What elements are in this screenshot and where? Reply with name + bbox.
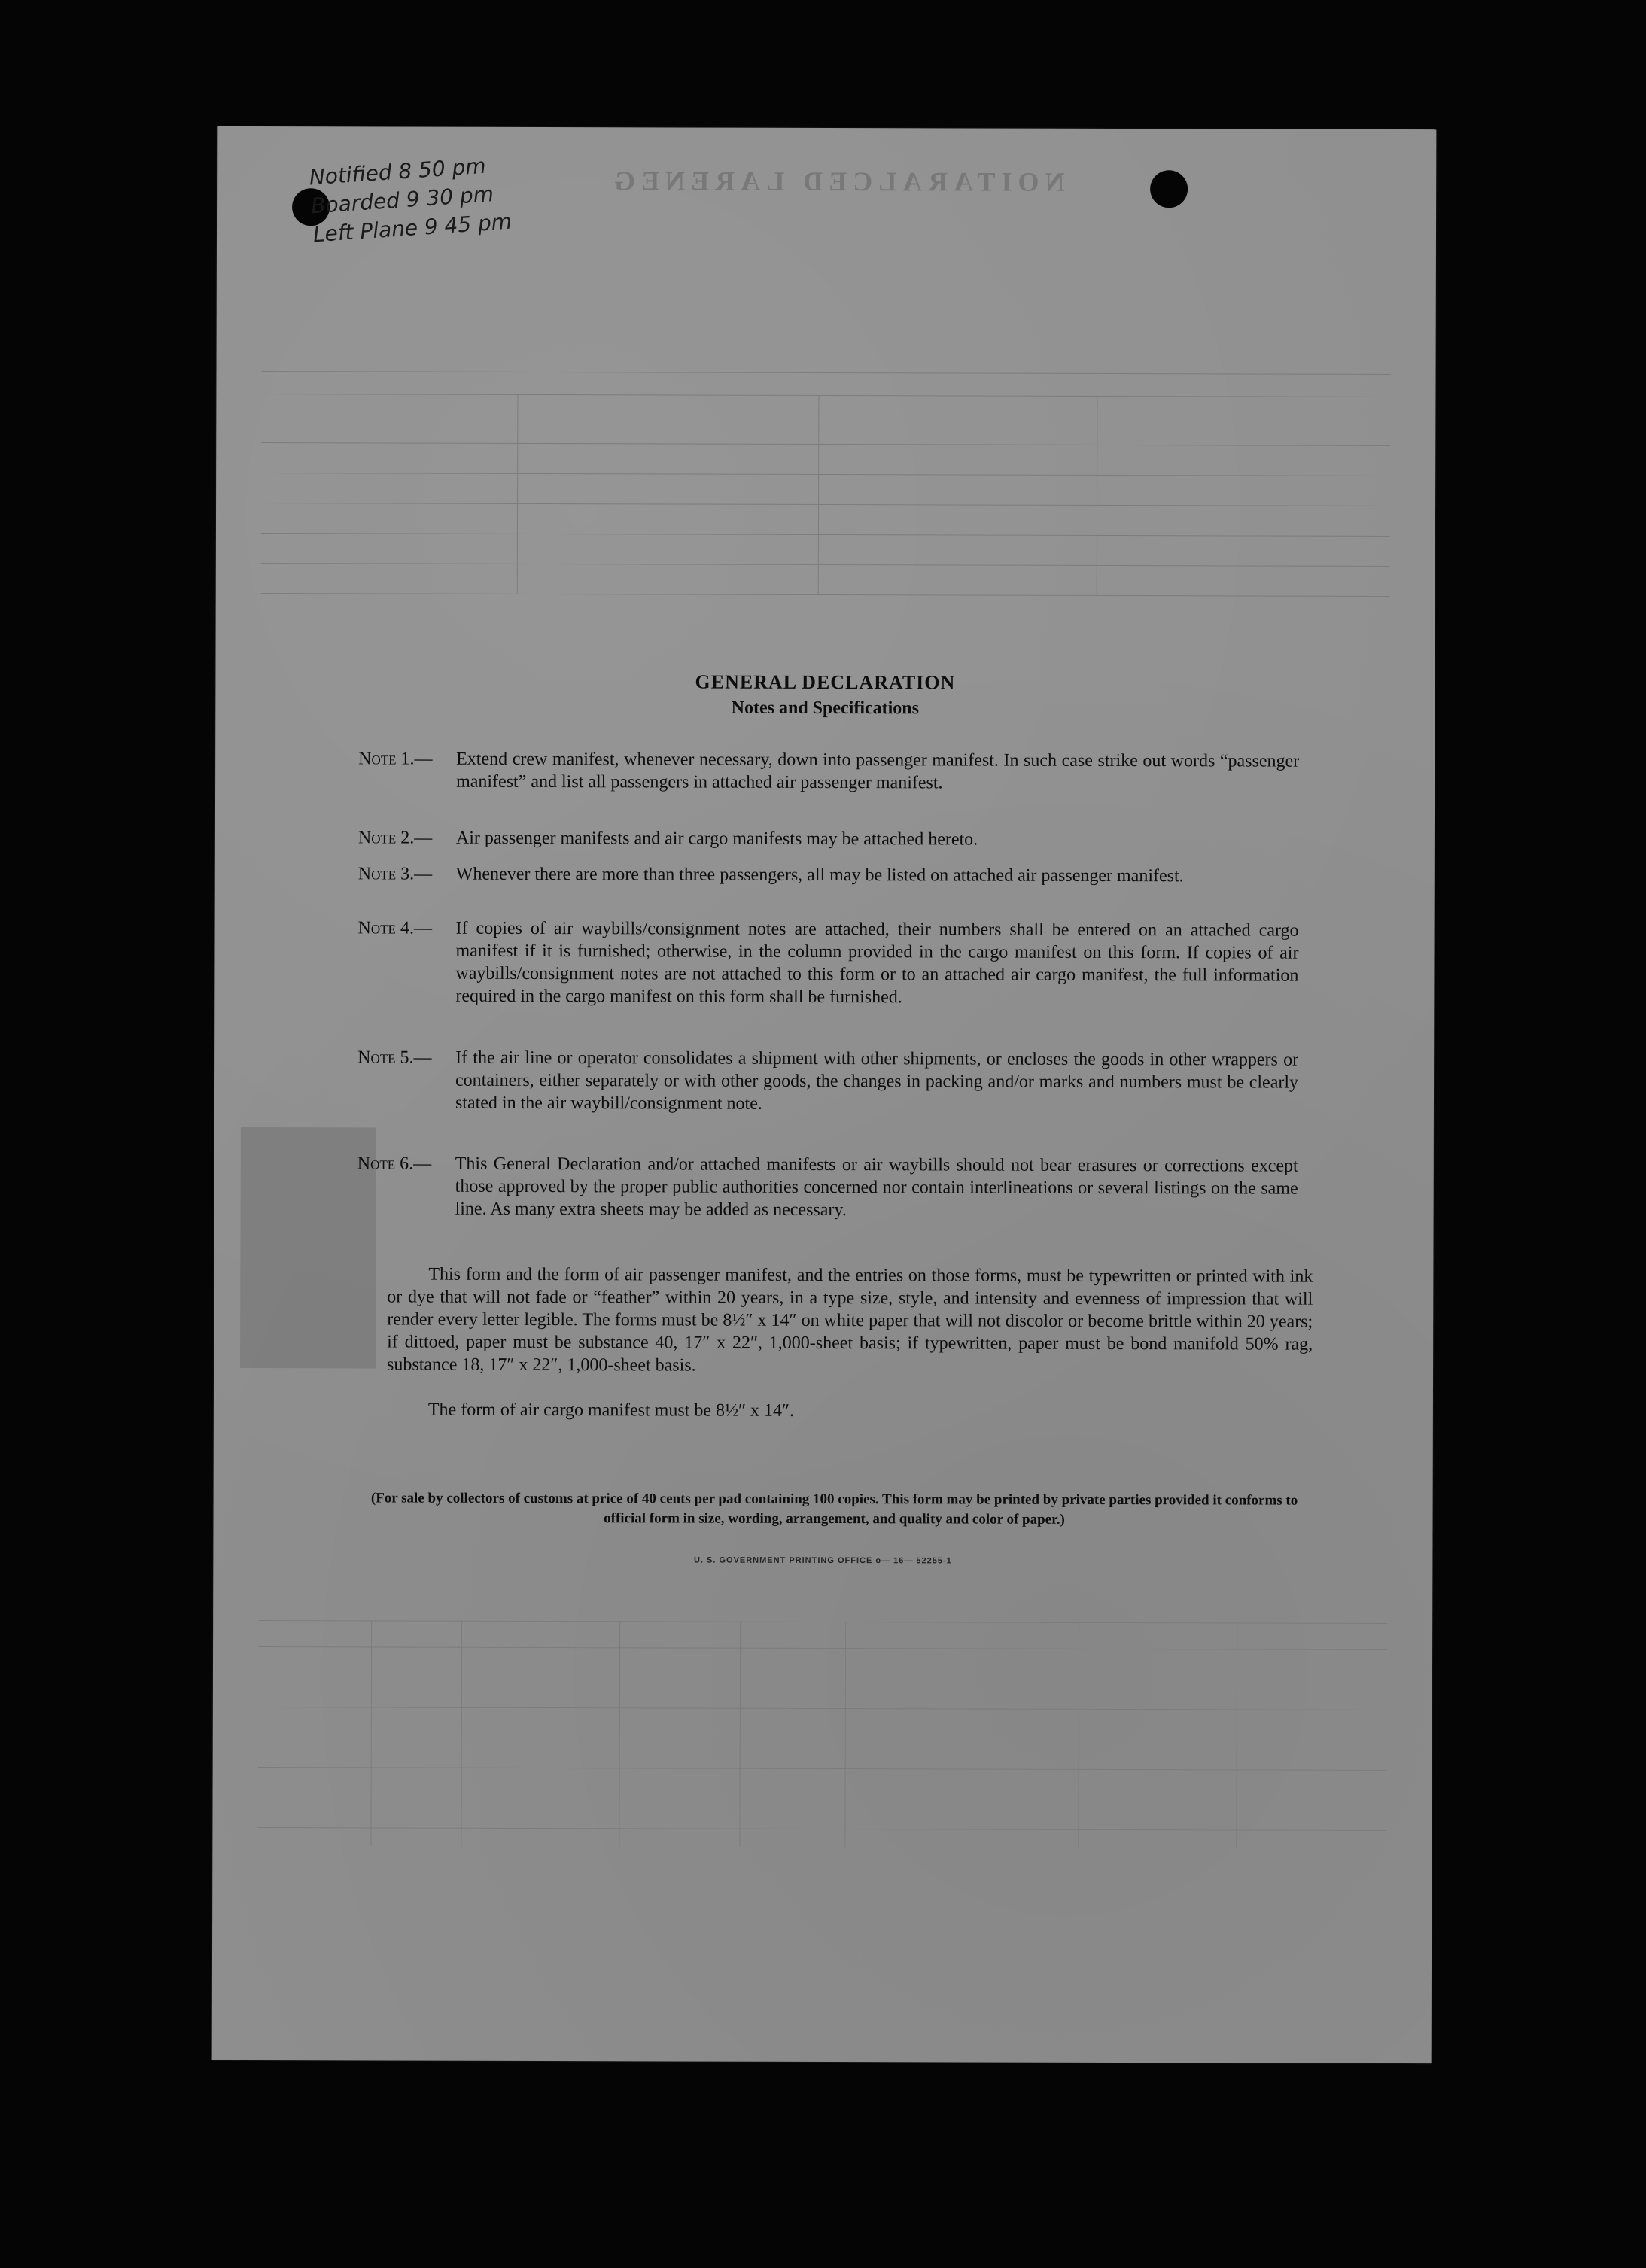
note-1: [358, 747, 1299, 795]
show-through-rule: [258, 1707, 1387, 1710]
show-through-rule: [461, 1621, 462, 1847]
show-through-rule: [844, 1622, 846, 1847]
document-page: [212, 126, 1437, 2063]
show-through-rule: [261, 442, 1390, 446]
handwritten-line-boarded: Boarded 9 30 pm: [310, 181, 494, 219]
note-label: Note 6.—: [357, 1154, 432, 1174]
form-specification-paragraph: [387, 1263, 1313, 1378]
show-through-rule: [370, 1620, 372, 1846]
handwritten-line-left-plane: Left Plane 9 45 pm: [312, 208, 513, 248]
note-text: If the air line or operator consolidates a shipment with other shipments, or encloses the goods in other wrappers or containers, either separately or with other goods, the changes in packing and/or marks and numbers must be clearly stated in the air waybill/consignment note.: [455, 1047, 1299, 1114]
show-through-rule: [261, 563, 1390, 567]
show-through-title: NOITARALCED LARENEG: [608, 166, 1065, 197]
declaration-title: GENERAL DECLARATION: [695, 670, 956, 694]
show-through-rule: [1236, 1622, 1237, 1848]
note-label: Note 3.—: [357, 864, 433, 884]
show-through-rule: [258, 1646, 1387, 1650]
show-through-rule: [739, 1622, 741, 1847]
show-through-rule: [261, 473, 1390, 476]
handwritten-notes: [309, 150, 513, 250]
note-label: Note 5.—: [357, 1047, 432, 1068]
note-text: This General Declaration and/or attached manifests or air waybills should not bear erasures or corrections except those approved by the proper public authorities concerned nor contain interlineations or several listings on the same line. As many extra sheets may be added as necessary.: [455, 1154, 1298, 1221]
note-text: Extend crew manifest, whenever necessary, down into passenger manifest. In such case strike out words “passenger manifest” and list all passengers in attached air passenger manifest.: [456, 749, 1300, 793]
show-through-rule: [1078, 1622, 1079, 1848]
note-2: [358, 826, 1299, 851]
show-through-rule: [258, 1767, 1387, 1771]
printing-office-line: U. S. GOVERNMENT PRINTING OFFICE o— 16— 52255-1: [693, 1555, 952, 1566]
sale-notice: (For sale by collectors of customs at price of 40 cents per pad containing 100 copies. This form may be printed by private parties provided it conforms to official form in size, wording, arrangement, and quality and color of paper.): [370, 1490, 1298, 1528]
show-through-rule: [619, 1621, 620, 1847]
show-through-rule: [258, 1620, 1387, 1624]
note-4: [357, 917, 1298, 1009]
handwritten-line-notified: Notified 8 50 pm: [308, 153, 487, 190]
note-text: Whenever there are more than three passengers, all may be listed on attached air passenger manifest.: [455, 864, 1184, 886]
note-3: [358, 862, 1299, 887]
form-specification-text: This form and the form of air passenger manifest, and the entries on those forms, must be typewritten or printed with ink or dye that will not fade or “feather” within 20 years, in a type size, style, and intensity and evenness of impression that will render every letter legible. The forms must be 8½″ x 14″ on white paper that will not discolor or become brittle within 20 years; if dittoed, paper must be substance 40, 17″ x 22″, 1,000-sheet basis; if typewritten, paper must be bond manifold 50% rag, substance 18, 17″ x 22″, 1,000-sheet basis.: [387, 1264, 1313, 1376]
show-through-rule: [261, 533, 1390, 537]
note-5: [357, 1046, 1298, 1116]
show-through-rule: [261, 593, 1390, 597]
note-text: Air passenger manifests and air cargo manifests may be attached hereto.: [455, 828, 978, 850]
note-label: Note 1.—: [358, 749, 433, 769]
note-label: Note 2.—: [357, 828, 433, 848]
declaration-subtitle: Notes and Specifications: [731, 698, 920, 719]
show-through-rule: [261, 503, 1390, 506]
note-text: If copies of air waybills/consignment notes are attached, their numbers shall be entered on an attached cargo manifest if it is furnished; otherwise, in the column provided in the cargo manifest on this form. If copies of air waybills/consignment notes are not attached to this form or to an attached air cargo manifest, the full information required in the cargo manifest on this form shall be furnished.: [455, 918, 1299, 1008]
show-through-rule: [257, 1827, 1386, 1831]
punch-hole-right: [1150, 170, 1188, 208]
cargo-form-size-line: The form of air cargo manifest must be 8½″ x 14″.: [427, 1400, 795, 1421]
paper-stain: [240, 1127, 376, 1368]
note-label: Note 4.—: [357, 918, 433, 938]
show-through-rule: [262, 371, 1391, 375]
show-through-rule: [261, 394, 1390, 397]
note-6: [357, 1152, 1298, 1222]
